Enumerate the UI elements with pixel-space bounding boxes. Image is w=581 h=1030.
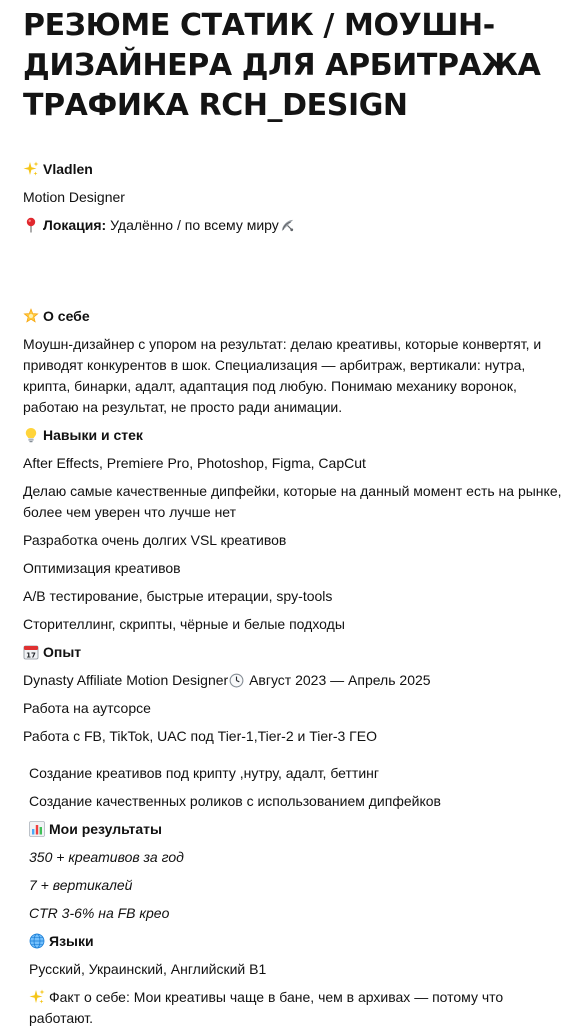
job-period: Август 2023 — Апрель 2025: [249, 672, 431, 688]
svg-text:17: 17: [26, 651, 36, 660]
globe-icon: [29, 933, 45, 949]
name-line: [23, 159, 575, 180]
location-value: Удалённо / по всему миру: [110, 217, 279, 233]
skill-item: After Effects, Premiere Pro, Photoshop, Figma, CapCut: [23, 455, 366, 471]
experience-item: Работа на аутсорсе: [23, 700, 151, 716]
role-text: Motion Designer: [23, 189, 125, 205]
bar-chart-icon: [29, 821, 45, 837]
pin-icon: [23, 217, 39, 233]
job-title: Dynasty Affiliate Motion Designer: [23, 672, 229, 688]
results-heading-text: Мои результаты: [49, 821, 162, 837]
experience-subitem: Создание качественных роликов с использованием дипфейков: [29, 793, 441, 809]
fact-text: Факт о себе: Мои креативы чаще в бане, чем в архивах — потому что работают.: [29, 989, 504, 1026]
job-line: [23, 670, 575, 691]
skill-item: Разработка очень долгих VSL креативов: [23, 532, 287, 548]
experience-heading-text: Опыт: [43, 644, 82, 660]
skill-item: Оптимизация креативов: [23, 560, 181, 576]
page-title: РЕЗЮМЕ СТАТИК / МОУШН-ДИЗАЙНЕРА ДЛЯ АРБИТРАЖА ТРАФИКА RCH_DESIGN: [23, 8, 541, 123]
fact-line: [29, 987, 569, 1029]
result-item: 7 + вертикалей: [29, 877, 133, 893]
satellite-icon: [280, 218, 295, 233]
languages-heading: [29, 931, 581, 952]
skill-item: Сторителлинг, скрипты, чёрные и белые подходы: [23, 616, 345, 632]
result-item: 350 + креативов за год: [29, 849, 184, 865]
experience-heading: [23, 642, 575, 663]
skills-heading-text: Навыки и стек: [43, 427, 143, 443]
location-label: Локация:: [43, 217, 107, 233]
skill-item: Делаю самые качественные дипфейки, которые на данный момент есть на рынке, более чем уверен что лучше нет: [23, 483, 562, 520]
lightbulb-icon: [23, 427, 39, 443]
results-heading: [29, 819, 581, 840]
experience-item: Работа с FB, TikTok, UAC под Tier-1,Tier-2 и Tier-3 ГЕО: [23, 728, 377, 744]
sparkles-icon: [29, 989, 45, 1005]
clock-icon: [229, 673, 244, 688]
location-line: [23, 215, 575, 236]
name-text: Vladlen: [43, 161, 93, 177]
result-item: CTR 3-6% на FB крео: [29, 905, 170, 921]
calendar-icon: [23, 644, 39, 660]
about-heading: [23, 306, 575, 327]
skills-heading: [23, 425, 575, 446]
glowing-star-icon: [23, 308, 39, 324]
sparkles-icon: [23, 161, 39, 177]
skill-item: A/B тестирование, быстрые итерации, spy-tools: [23, 588, 333, 604]
languages-text: Русский, Украинский, Английский В1: [29, 961, 267, 977]
about-text: Моушн-дизайнер с упором на результат: делаю креативы, которые конвертят, и приводят конкурентов в шок. Специализация — арбитраж, вертикали: нутра, крипта, бинарки, адалт, адаптация под любую. Понимаю механику воронок, работаю на результат, не просто ради анимации.: [23, 336, 542, 415]
about-heading-text: О себе: [43, 308, 90, 324]
experience-subitem: Создание креативов под крипту ,нутру, адалт, беттинг: [29, 765, 379, 781]
languages-heading-text: Языки: [49, 933, 94, 949]
